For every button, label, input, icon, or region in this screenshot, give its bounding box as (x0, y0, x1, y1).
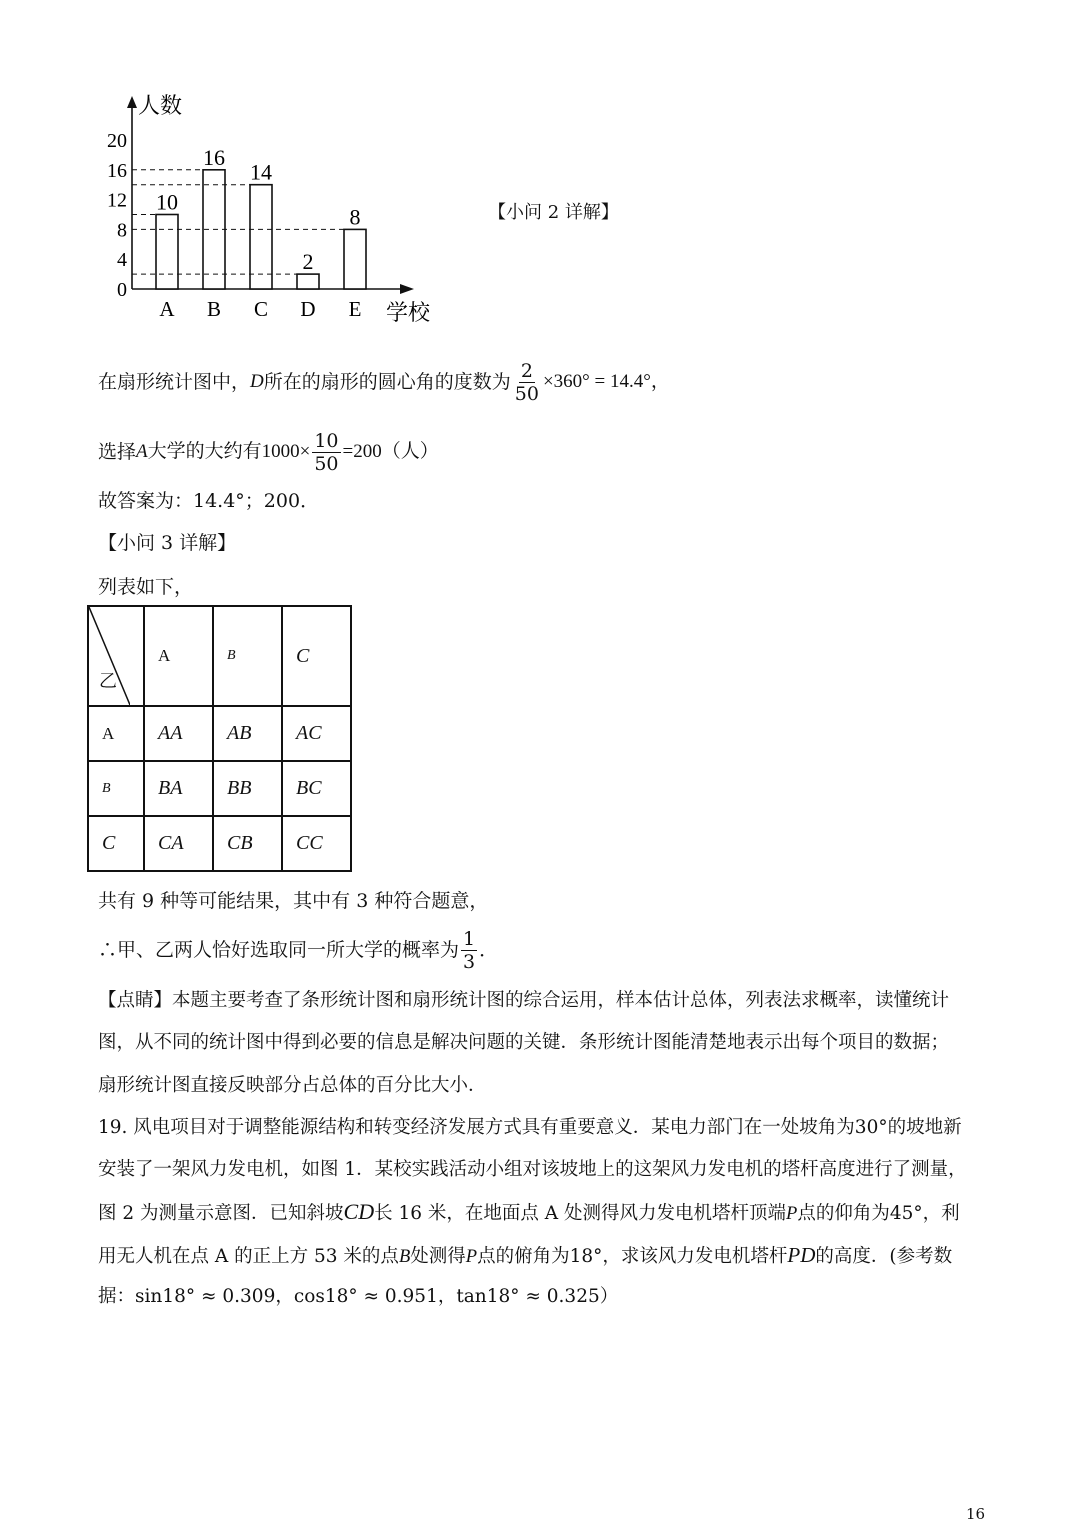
y-axis-arrow (127, 96, 137, 108)
table-cell: CB (213, 816, 282, 871)
comment-line-1: 【点睛】本题主要考查了条形统计图和扇形统计图的综合运用，样本估计总体，列表法求概率，读懂统计 (98, 990, 950, 1011)
y-tick-label: 8 (117, 219, 127, 242)
y-tick-label: 0 (117, 279, 127, 301)
table-cell: BA (144, 761, 213, 816)
subquestion-2-title: 【小问 2 详解】 (488, 202, 619, 223)
probability-line: ∴甲、乙两人恰好选取同一所大学的概率为 $\frac{1}{3}$ ． (98, 927, 499, 973)
bar (250, 185, 272, 289)
result-count-line: 共有 9 种等可能结果，其中有 3 种符合题意， (98, 890, 489, 912)
x-axis-label: 学校 (386, 300, 431, 325)
bar (344, 229, 366, 289)
table-intro: 列表如下， (98, 576, 194, 598)
bar-value-label: 8 (349, 204, 361, 230)
bar (297, 274, 319, 289)
table-cell: CA (144, 816, 213, 871)
table-header-cell: B (213, 606, 282, 706)
y-tick-label: 20 (107, 130, 127, 152)
bar-chart (90, 88, 450, 328)
fraction-2-over-50: $\frac{2}{50}$ (514, 359, 539, 405)
text-line-angle: 在扇形统计图中， D 所在的扇形的圆心角的度数为 $\frac{2}{50}$ ×360° = 14.4°， (98, 359, 670, 405)
outcome-table (87, 605, 352, 872)
answer-line: 故答案为：14.4°；200． (98, 490, 320, 512)
x-tick-label: E (348, 297, 362, 321)
table-row-label: A (88, 706, 144, 761)
x-axis-arrow (400, 284, 414, 294)
table-cell: AA (144, 706, 213, 761)
table-cell: AB (213, 706, 282, 761)
bar-value-label: 16 (203, 144, 225, 170)
subquestion-3-title: 【小问 3 详解】 (98, 532, 237, 554)
x-tick-label: A (159, 297, 175, 321)
y-tick-label: 12 (107, 189, 127, 212)
fraction-10-over-50: $\frac{10}{50}$ (314, 429, 339, 475)
table-corner-cell (88, 606, 144, 706)
table-header-cell: C (282, 606, 351, 706)
question-19-line-2: 安装了一架风力发电机，如图 1．某校实践活动小组对该坡地上的这架风力发电机的塔杆高度进行了测量， (98, 1159, 967, 1180)
y-tick-label: 16 (107, 159, 127, 182)
table-row-label: B (88, 761, 144, 816)
bar-value-label: 10 (156, 189, 178, 215)
x-tick-label: D (300, 297, 316, 321)
x-tick-label: B (206, 297, 222, 321)
table-header-cell: A (144, 606, 213, 706)
page-number: 16 (966, 1505, 986, 1523)
bar (156, 215, 178, 290)
y-axis-label: 人数 (138, 93, 183, 118)
x-tick-label: C (253, 297, 269, 321)
table-cell: AC (282, 706, 351, 761)
corner-label: 乙 (99, 671, 117, 692)
question-19-line-3: 图 2 为测量示意图．已知斜坡CD长 16 米，在地面点 A 处测得风力发电机塔杆顶端P点的仰角为45°，利 (98, 1199, 960, 1224)
comment-line-3: 扇形统计图直接反映部分占总体的百分比大小． (98, 1075, 487, 1096)
question-19-line-4: 用无人机在点 A 的正上方 53 米的点B处测得P点的俯角为18°，求该风力发电机塔杆PD的高度．(参考数 (98, 1243, 953, 1267)
question-19-line-1: 19. 风电项目对于调整能源结构和转变经济发展方式具有重要意义．某电力部门在一处坡角为30°的坡地新 (98, 1117, 962, 1138)
table-cell: BC (282, 761, 351, 816)
question-19-line-5: 据：sin18° ≈ 0.309，cos18° ≈ 0.951，tan18° ≈ 0.325） (98, 1286, 619, 1307)
bar-value-label: 14 (250, 159, 272, 185)
bar-value-label: 2 (302, 249, 314, 275)
table-cell: CC (282, 816, 351, 871)
fraction-1-over-3: $\frac{1}{3}$ (463, 927, 476, 973)
y-tick-label: 4 (117, 249, 127, 272)
table-row-label: C (88, 816, 144, 871)
table-cell: BB (213, 761, 282, 816)
text-line-estimate: 选择 A 大学的大约有1000× $\frac{10}{50}$ =200（人） (98, 429, 439, 475)
comment-line-2: 图，从不同的统计图中得到必要的信息是解决问题的关键．条形统计图能清楚地表示出每个项目的数据； (98, 1032, 950, 1053)
